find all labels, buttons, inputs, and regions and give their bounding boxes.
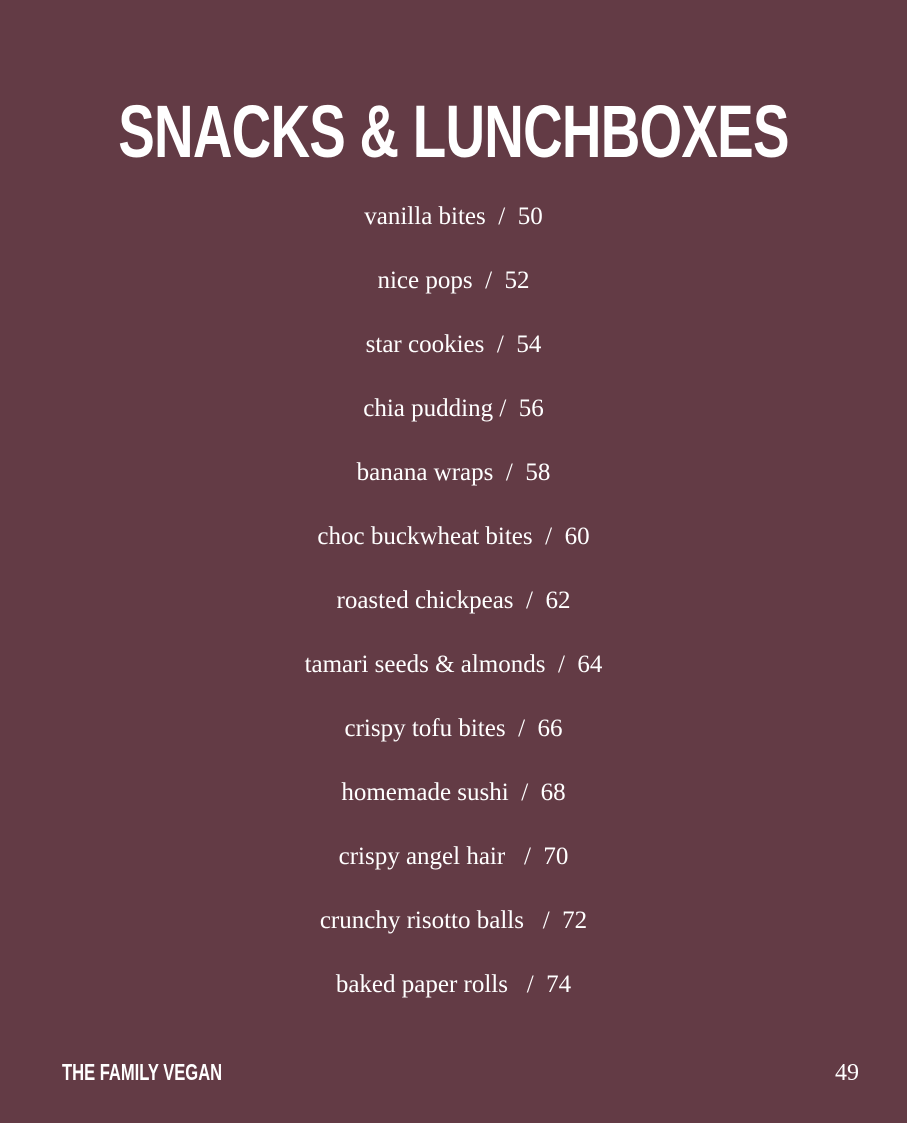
book-title-footer: THE FAMILY VEGAN xyxy=(62,1059,223,1085)
toc-item: star cookies / 54 xyxy=(365,331,542,358)
toc-item: crunchy risotto balls / 72 xyxy=(319,907,588,934)
toc-item: baked paper rolls / 74 xyxy=(335,971,572,998)
page-title: SNACKS & LUNCHBOXES xyxy=(118,90,789,173)
toc-item: choc buckwheat bites / 60 xyxy=(317,523,590,550)
table-of-contents xyxy=(0,185,907,1017)
toc-item: crispy tofu bites / 66 xyxy=(344,715,563,742)
toc-item: chia pudding / 56 xyxy=(363,395,544,422)
toc-item: homemade sushi / 68 xyxy=(341,779,566,806)
toc-item: tamari seeds & almonds / 64 xyxy=(304,651,603,678)
page-number: 49 xyxy=(835,1060,859,1086)
toc-item: roasted chickpeas / 62 xyxy=(336,587,571,614)
toc-item: crispy angel hair / 70 xyxy=(338,843,569,870)
toc-item: vanilla bites / 50 xyxy=(364,203,543,230)
toc-item: banana wraps / 58 xyxy=(356,459,551,486)
toc-item: nice pops / 52 xyxy=(377,267,530,294)
